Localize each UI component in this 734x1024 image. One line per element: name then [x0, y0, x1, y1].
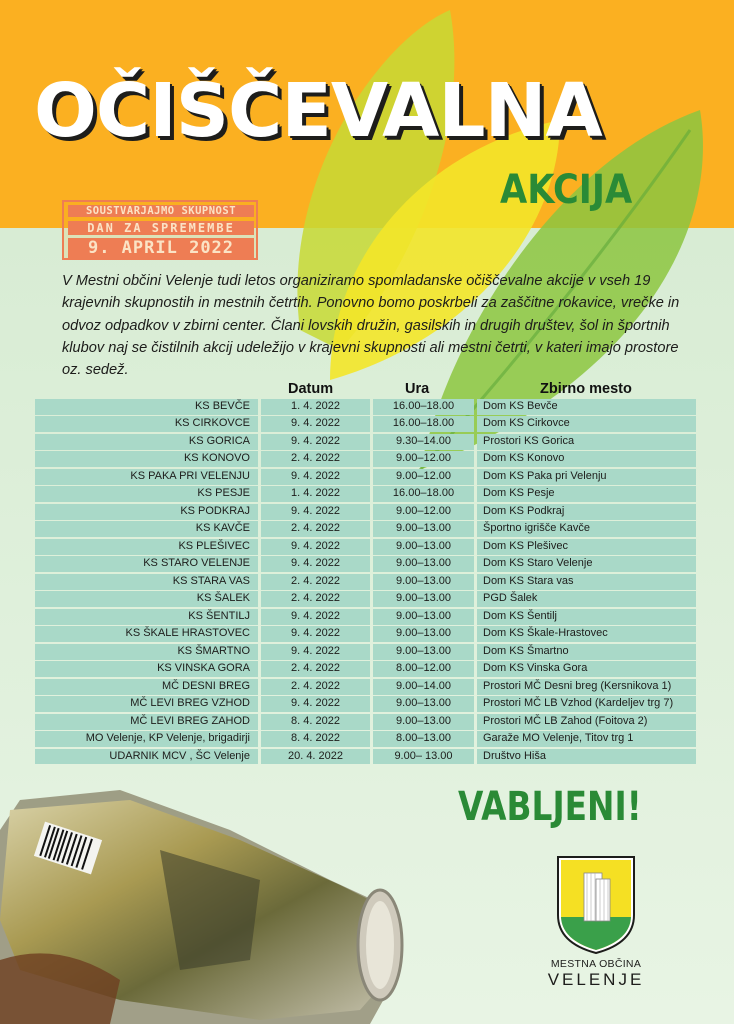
intro-paragraph: V Mestni občini Velenje tudi letos organiziramo spomladanske očiščevalne akcije v vseh 19 krajevnih skupnostih in mestnih četrtih. Ponovno bomo poskrbeli za zaščitne rokavice, vrečke in odvoz odpadkov v zbirni center. Člani lovskih družin, gasilskih in drugih društev, šol in športnih klubov naj se čistilnih akcij udeležijo v krajevni skupnosti ali mestni četrti, v kateri imajo prostore oz. sedež.	[62, 273, 680, 379]
table-row	[35, 416, 696, 432]
stamp-date: 9. APRIL 2022	[68, 238, 254, 258]
cell-meeting-point: Dom KS Paka pri Velenju	[477, 469, 696, 485]
cell-time: 9.00–13.00	[373, 574, 474, 590]
cell-time: 9.00–12.00	[373, 469, 474, 485]
table-row	[35, 661, 696, 677]
cell-meeting-point: Dom KS Pesje	[477, 486, 696, 502]
poster-title: OČIŠČEVALNA	[34, 68, 602, 154]
cell-time: 8.00–13.00	[373, 731, 474, 747]
cell-location: KS ŠENTILJ	[35, 609, 258, 625]
cell-date: 2. 4. 2022	[261, 451, 370, 467]
cell-time: 9.00–13.00	[373, 609, 474, 625]
table-row	[35, 609, 696, 625]
cell-location: KS STARA VAS	[35, 574, 258, 590]
cell-date: 9. 4. 2022	[261, 609, 370, 625]
table-row	[35, 451, 696, 467]
cell-time: 9.00–13.00	[373, 644, 474, 660]
table-row	[35, 574, 696, 590]
cell-date: 20. 4. 2022	[261, 749, 370, 765]
cell-time: 9.00–13.00	[373, 714, 474, 730]
table-row	[35, 434, 696, 450]
table-row	[35, 539, 696, 555]
invitation-heading: VABLJENI!	[458, 784, 642, 830]
cell-date: 9. 4. 2022	[261, 416, 370, 432]
cell-date: 9. 4. 2022	[261, 696, 370, 712]
cell-time: 8.00–12.00	[373, 661, 474, 677]
crest-label-top: MESTNA OBČINA	[550, 958, 642, 970]
cell-time: 9.00–13.00	[373, 539, 474, 555]
cell-date: 9. 4. 2022	[261, 556, 370, 572]
cell-meeting-point: Dom KS Šmartno	[477, 644, 696, 660]
cell-date: 9. 4. 2022	[261, 644, 370, 660]
cell-meeting-point: Dom KS Konovo	[477, 451, 696, 467]
cell-date: 9. 4. 2022	[261, 539, 370, 555]
cell-location: KS STARO VELENJE	[35, 556, 258, 572]
cell-meeting-point: Dom KS Vinska Gora	[477, 661, 696, 677]
schedule-table	[35, 399, 696, 766]
table-row	[35, 486, 696, 502]
cell-date: 9. 4. 2022	[261, 469, 370, 485]
cell-location: KS GORICA	[35, 434, 258, 450]
cell-time: 9.00–12.00	[373, 451, 474, 467]
cell-time: 9.00– 13.00	[373, 749, 474, 765]
cell-time: 9.00–13.00	[373, 556, 474, 572]
cell-time: 9.00–12.00	[373, 504, 474, 520]
cell-meeting-point: Prostori KS Gorica	[477, 434, 696, 450]
table-row	[35, 399, 696, 415]
header-zbirno-mesto: Zbirno mesto	[540, 381, 632, 397]
cell-date: 8. 4. 2022	[261, 714, 370, 730]
table-row	[35, 696, 696, 712]
cell-time: 9.00–14.00	[373, 679, 474, 695]
table-row	[35, 731, 696, 747]
cell-date: 2. 4. 2022	[261, 661, 370, 677]
poster-subtitle: AKCIJA	[500, 167, 633, 213]
cell-date: 8. 4. 2022	[261, 731, 370, 747]
cell-date: 2. 4. 2022	[261, 521, 370, 537]
cell-meeting-point: Dom KS Stara vas	[477, 574, 696, 590]
stamp-line-1: SOUSTVARJAJMO SKUPNOST	[68, 205, 254, 217]
table-row	[35, 556, 696, 572]
cell-meeting-point: Dom KS Bevče	[477, 399, 696, 415]
stamp-line-2: DAN ZA SPREMEMBE	[68, 221, 254, 235]
cell-location: MO Velenje, KP Velenje, brigadirji	[35, 731, 258, 747]
cell-meeting-point: PGD Šalek	[477, 591, 696, 607]
cell-meeting-point: Dom KS Plešivec	[477, 539, 696, 555]
header-ura: Ura	[405, 381, 430, 397]
cell-time: 9.00–13.00	[373, 626, 474, 642]
cell-location: MČ LEVI BREG ZAHOD	[35, 714, 258, 730]
table-row	[35, 679, 696, 695]
cell-location: KS PAKA PRI VELENJU	[35, 469, 258, 485]
cell-time: 16.00–18.00	[373, 416, 474, 432]
cell-location: KS ŠKALE HRASTOVEC	[35, 626, 258, 642]
cell-location: KS PESJE	[35, 486, 258, 502]
table-row	[35, 644, 696, 660]
cell-meeting-point: Garaže MO Velenje, Titov trg 1	[477, 731, 696, 747]
table-row	[35, 626, 696, 642]
cell-time: 9.00–13.00	[373, 591, 474, 607]
cell-location: MČ LEVI BREG VZHOD	[35, 696, 258, 712]
cell-time: 9.00–13.00	[373, 696, 474, 712]
cell-location: KS ŠMARTNO	[35, 644, 258, 660]
cell-meeting-point: Društvo Hiša	[477, 749, 696, 765]
cell-meeting-point: Dom KS Staro Velenje	[477, 556, 696, 572]
table-row	[35, 504, 696, 520]
cell-date: 9. 4. 2022	[261, 434, 370, 450]
cell-location: KS KONOVO	[35, 451, 258, 467]
cell-meeting-point: Športno igrišče Kavče	[477, 521, 696, 537]
cell-location: KS VINSKA GORA	[35, 661, 258, 677]
cell-date: 1. 4. 2022	[261, 399, 370, 415]
velenje-crest-icon	[556, 855, 636, 955]
cell-time: 9.30–14.00	[373, 434, 474, 450]
cell-time: 16.00–18.00	[373, 399, 474, 415]
cell-date: 2. 4. 2022	[261, 591, 370, 607]
table-row	[35, 521, 696, 537]
cell-meeting-point: Dom KS Podkraj	[477, 504, 696, 520]
cell-location: MČ DESNI BREG	[35, 679, 258, 695]
date-stamp	[62, 200, 258, 260]
cell-location: KS ŠALEK	[35, 591, 258, 607]
table-row	[35, 714, 696, 730]
cell-meeting-point: Dom KS Šentilj	[477, 609, 696, 625]
header-datum: Datum	[288, 381, 334, 397]
cell-time: 16.00–18.00	[373, 486, 474, 502]
cell-location: KS PLEŠIVEC	[35, 539, 258, 555]
cell-location: KS BEVČE	[35, 399, 258, 415]
cell-date: 2. 4. 2022	[261, 574, 370, 590]
cell-time: 9.00–13.00	[373, 521, 474, 537]
crest-label-city: VELENJE	[547, 970, 645, 989]
crushed-can-image	[0, 770, 420, 1024]
cell-location: KS KAVČE	[35, 521, 258, 537]
cell-date: 9. 4. 2022	[261, 504, 370, 520]
cell-date: 9. 4. 2022	[261, 626, 370, 642]
table-row	[35, 749, 696, 765]
cell-date: 1. 4. 2022	[261, 486, 370, 502]
cell-location: UDARNIK MCV , ŠC Velenje	[35, 749, 258, 765]
table-row	[35, 469, 696, 485]
cell-meeting-point: Prostori MČ LB Zahod (Foitova 2)	[477, 714, 696, 730]
cell-date: 2. 4. 2022	[261, 679, 370, 695]
cell-location: KS PODKRAJ	[35, 504, 258, 520]
table-row	[35, 591, 696, 607]
cell-meeting-point: Dom KS Cirkovce	[477, 416, 696, 432]
cell-meeting-point: Prostori MČ LB Vzhod (Kardeljev trg 7)	[477, 696, 696, 712]
cell-meeting-point: Prostori MČ Desni breg (Kersnikova 1)	[477, 679, 696, 695]
cell-location: KS CIRKOVCE	[35, 416, 258, 432]
cell-meeting-point: Dom KS Škale-Hrastovec	[477, 626, 696, 642]
